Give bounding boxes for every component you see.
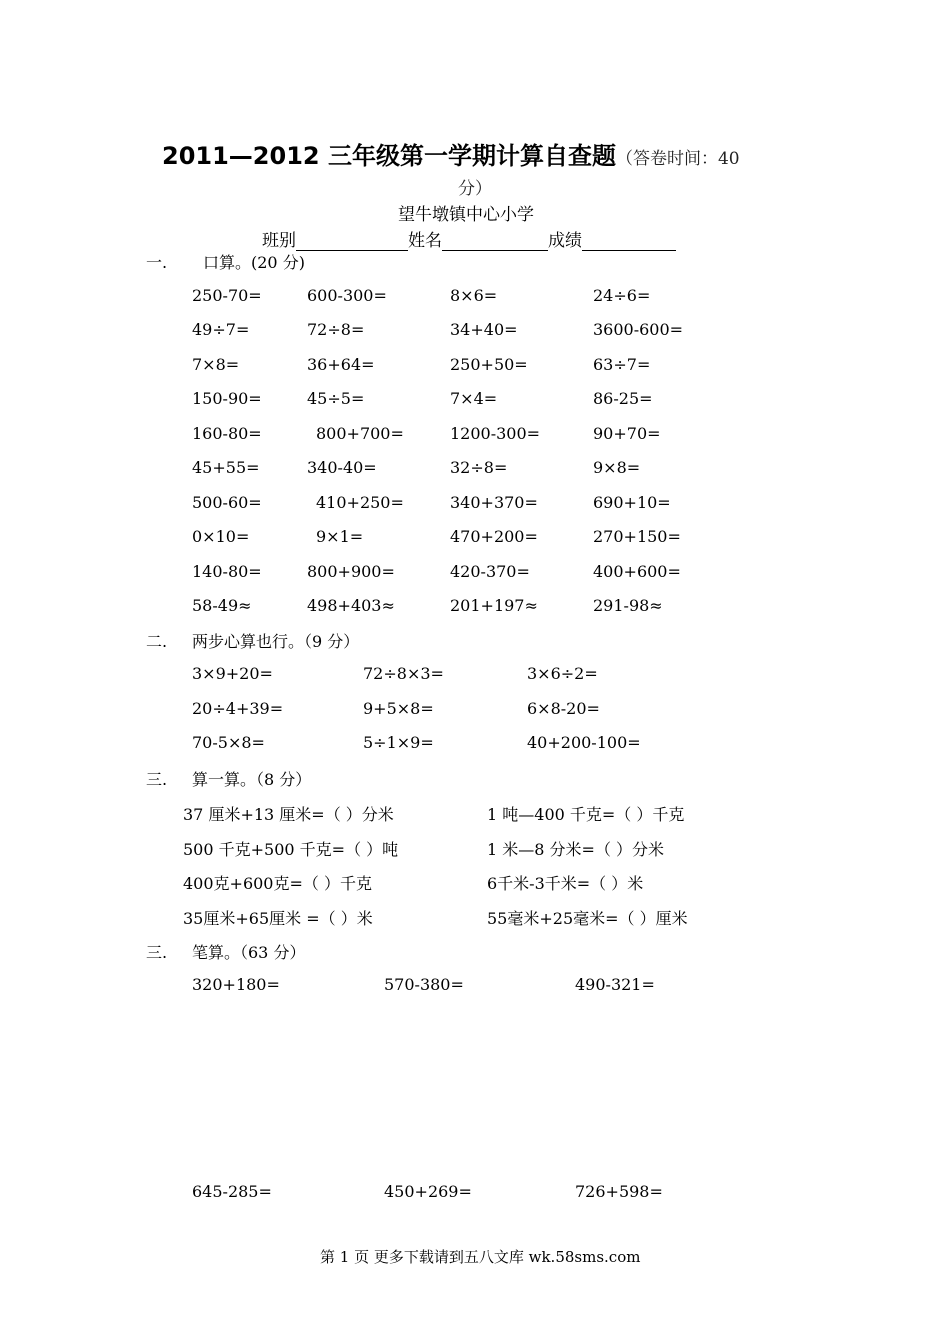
time-note-continued: 分）: [458, 179, 492, 199]
problem-item: 250+50=: [450, 355, 528, 374]
problem-item: 7×8=: [192, 355, 240, 374]
section3-title: 算一算。（8 分）: [192, 770, 312, 789]
problem-item: 3×6÷2=: [527, 664, 598, 683]
section2-number: 二.: [146, 632, 168, 651]
problem-item: 7×4=: [450, 389, 498, 408]
problem-item: 645-285=: [192, 1182, 272, 1201]
problem-item: 3600-600=: [593, 320, 684, 339]
problem-item: 1200-300=: [450, 424, 541, 443]
problem-item: 340+370=: [450, 493, 538, 512]
problem-item: 320+180=: [192, 975, 280, 994]
problem-item: 35厘米+65厘米 =（ ）米: [183, 909, 373, 928]
problem-item: 150-90=: [192, 389, 262, 408]
problem-item: 201+197≈: [450, 596, 538, 615]
problem-item: 690+10=: [593, 493, 671, 512]
time-note: （答卷时间：40: [615, 149, 740, 169]
problem-item: 37 厘米+13 厘米=（ ）分米: [183, 805, 394, 824]
problem-item: 9+5×8=: [363, 699, 434, 718]
problem-item: 420-370=: [450, 562, 530, 581]
problem-item: 8×6=: [450, 286, 498, 305]
problem-item: 400+600=: [593, 562, 681, 581]
section1-number: 一.: [146, 253, 168, 272]
problem-item: 72÷8=: [307, 320, 365, 339]
problem-item: 800+900=: [307, 562, 395, 581]
problem-item: 570-380=: [384, 975, 464, 994]
problem-item: 490-321=: [575, 975, 655, 994]
problem-item: 58-49≈: [192, 596, 252, 615]
problem-item: 45÷5=: [307, 389, 365, 408]
score-label: 成绩: [548, 231, 582, 251]
name-label: 姓名: [408, 231, 442, 251]
problem-item: 1 米—8 分米=（ ）分米: [487, 840, 665, 859]
class-blank[interactable]: [296, 232, 408, 251]
problem-item: 250-70=: [192, 286, 262, 305]
problem-item: 6×8-20=: [527, 699, 600, 718]
problem-item: 498+403≈: [307, 596, 395, 615]
section4-title: 笔算。（63 分）: [192, 943, 306, 962]
problem-item: 3×9+20=: [192, 664, 273, 683]
problem-item: 9×8=: [593, 458, 641, 477]
title-text: 2011—2012 三年级第一学期计算自查题: [162, 142, 616, 170]
problem-item: 63÷7=: [593, 355, 651, 374]
section1-title: 口算。(20 分): [203, 253, 305, 272]
problem-item: 270+150=: [593, 527, 681, 546]
page-footer: 第 1 页 更多下载请到五八文库 wk.58sms.com: [320, 1248, 641, 1266]
score-blank[interactable]: [582, 232, 676, 251]
problem-item: 40+200-100=: [527, 733, 641, 752]
problem-item: 140-80=: [192, 562, 262, 581]
problem-item: 24÷6=: [593, 286, 651, 305]
problem-item: 72÷8×3=: [363, 664, 444, 683]
problem-item: 726+598=: [575, 1182, 663, 1201]
problem-item: 45+55=: [192, 458, 260, 477]
problem-item: 500 千克+500 千克=（ ）吨: [183, 840, 399, 859]
class-label: 班别: [262, 231, 296, 251]
section4-number: 三.: [146, 943, 168, 962]
problem-item: 0×10=: [192, 527, 250, 546]
problem-item: 86-25=: [593, 389, 653, 408]
problem-item: 6千米-3千米=（ ）米: [487, 874, 644, 893]
problem-item: 410+250=: [316, 493, 404, 512]
problem-item: 32÷8=: [450, 458, 508, 477]
problem-item: 1 吨—400 千克=（ ）千克: [487, 805, 685, 824]
student-info-line: [262, 226, 676, 251]
problem-item: 34+40=: [450, 320, 518, 339]
section3-number: 三.: [146, 770, 168, 789]
problem-item: 600-300=: [307, 286, 387, 305]
school-name: 望牛墩镇中心小学: [398, 205, 534, 225]
problem-item: 70-5×8=: [192, 733, 265, 752]
problem-item: 36+64=: [307, 355, 375, 374]
problem-item: 90+70=: [593, 424, 661, 443]
problem-item: 291-98≈: [593, 596, 663, 615]
problem-item: 160-80=: [192, 424, 262, 443]
problem-item: 800+700=: [316, 424, 404, 443]
problem-item: 400克+600克=（ ）千克: [183, 874, 372, 893]
problem-item: 450+269=: [384, 1182, 472, 1201]
page-title: [162, 136, 740, 171]
problem-item: 9×1=: [316, 527, 364, 546]
problem-item: 5÷1×9=: [363, 733, 434, 752]
name-blank[interactable]: [442, 232, 548, 251]
problem-item: 55毫米+25毫米=（ ）厘米: [487, 909, 688, 928]
problem-item: 49÷7=: [192, 320, 250, 339]
problem-item: 20÷4+39=: [192, 699, 284, 718]
problem-item: 470+200=: [450, 527, 538, 546]
problem-item: 340-40=: [307, 458, 377, 477]
problem-item: 500-60=: [192, 493, 262, 512]
section2-title: 两步心算也行。（9 分）: [192, 632, 360, 651]
